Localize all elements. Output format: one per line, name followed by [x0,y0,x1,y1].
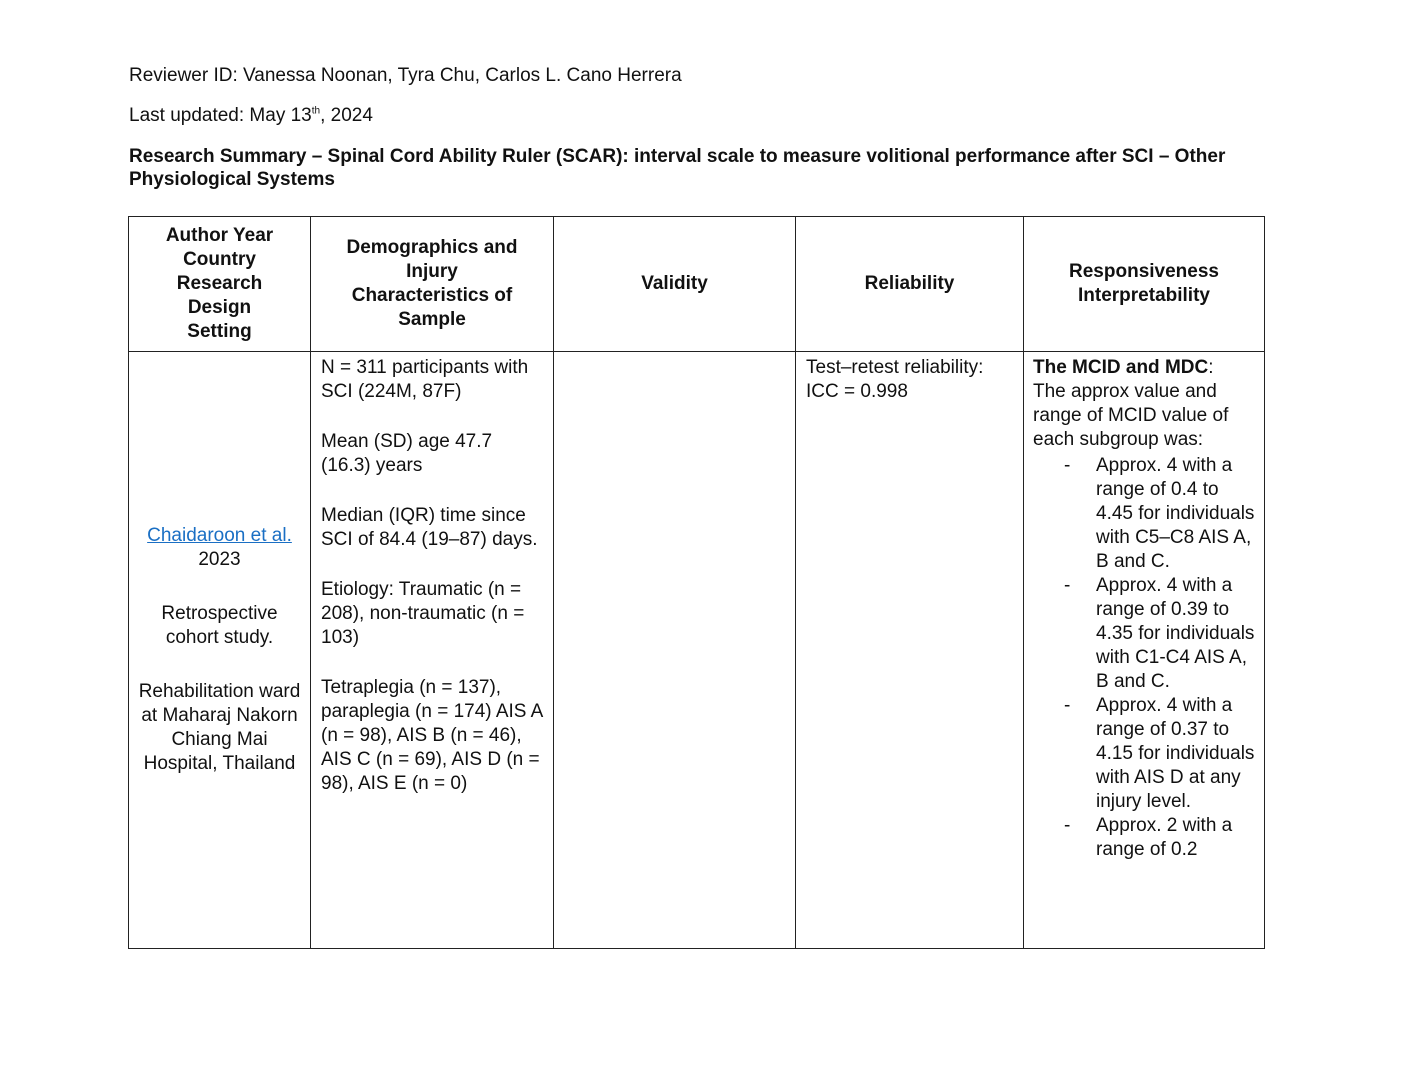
column-header-line: Reliability [864,273,955,294]
column-header-demographics [311,217,554,352]
document-title: Research Summary – Spinal Cord Ability Ruler (SCAR): interval scale to measure volitional performance after SCI – Other Physiological Systems [129,146,1226,190]
list-item-text: Approx. 2 with a range of 0.2 [1096,815,1233,860]
column-header-line: Validity [641,273,708,294]
bullet-dash: - [1064,455,1071,476]
column-header-line: Demographics and [346,237,518,258]
responsiveness-cell [1024,352,1265,949]
demographics-cell [311,352,554,949]
mcid-heading-line [1033,356,1256,380]
last-updated-prefix: Last updated: May 13 [129,105,312,126]
column-header-line: Research [176,273,263,294]
reliability-cell [796,352,1024,949]
list-item [1033,454,1256,574]
demographics-paragraph: Mean (SD) age 47.7 (16.3) years [321,431,493,476]
demographics-paragraph: N = 311 participants with SCI (224M, 87F) [321,357,529,402]
demographics-paragraph: Median (IQR) time since SCI of 84.4 (19–87) days. [321,505,538,550]
validity-cell [554,352,796,949]
column-header-validity [554,217,796,352]
table-header-row [129,217,1265,352]
column-header-reliability [796,217,1024,352]
list-item [1033,694,1256,814]
demographics-paragraph: Tetraplegia (n = 137), paraplegia (n = 174) AIS A (n = 98), AIS B (n = 46), AIS C (n = 69), AIS D (n = 98), AIS E (n = 0) [321,677,543,794]
list-item [1033,814,1256,862]
list-item-text: Approx. 4 with a range of 0.4 to 4.45 for individuals with C5–C8 AIS A, B and C. [1096,455,1255,572]
reliability-text: Test–retest reliability: ICC = 0.998 [806,357,984,402]
list-item [1033,574,1256,694]
list-item-text: Approx. 4 with a range of 0.37 to 4.15 for individuals with AIS D at any injury level. [1096,695,1255,812]
column-header-line: Author Year [165,225,274,246]
list-item-text: Approx. 4 with a range of 0.39 to 4.35 for individuals with C1-C4 AIS A, B and C. [1096,575,1255,692]
column-header-line: Interpretability [1078,285,1210,306]
demographics-paragraph: Etiology: Traumatic (n = 208), non-traumatic (n = 103) [321,579,525,648]
citation-year: 2023 [198,549,241,570]
bullet-dash: - [1064,815,1071,836]
column-header-line: Design [187,297,252,318]
study-setting: Rehabilitation ward at Maharaj Nakorn Chiang Mai Hospital, Thailand [138,681,301,774]
bullet-dash: - [1064,695,1071,716]
last-updated-suffix: , 2024 [320,105,373,126]
reviewer-id: Reviewer ID: Vanessa Noonan, Tyra Chu, Carlos L. Cano Herrera [129,65,682,86]
column-header-responsiveness [1024,217,1265,352]
mcid-heading: The MCID and MDC [1033,357,1209,378]
mcid-list [1033,454,1256,862]
author-cell [129,352,311,949]
column-header-line: Country [183,249,256,270]
last-updated [129,104,373,128]
bullet-dash: - [1064,575,1071,596]
column-header-author [129,217,311,352]
column-header-line: Characteristics of [351,285,513,306]
mcid-intro: The approx value and range of MCID value of each subgroup was: [1033,381,1229,450]
column-header-line: Responsiveness [1069,261,1219,282]
column-header-line: Injury [406,261,458,282]
last-updated-ordinal: th [311,105,321,117]
table-row [129,352,1265,949]
citation [137,524,302,572]
column-header-line: Sample [398,309,466,330]
mcid-heading-colon: : [1208,357,1214,378]
citation-link[interactable]: Chaidaroon et al. [147,525,292,546]
study-design: Retrospective cohort study. [161,603,278,648]
research-summary-table [128,216,1265,949]
column-header-line: Setting [187,321,252,342]
